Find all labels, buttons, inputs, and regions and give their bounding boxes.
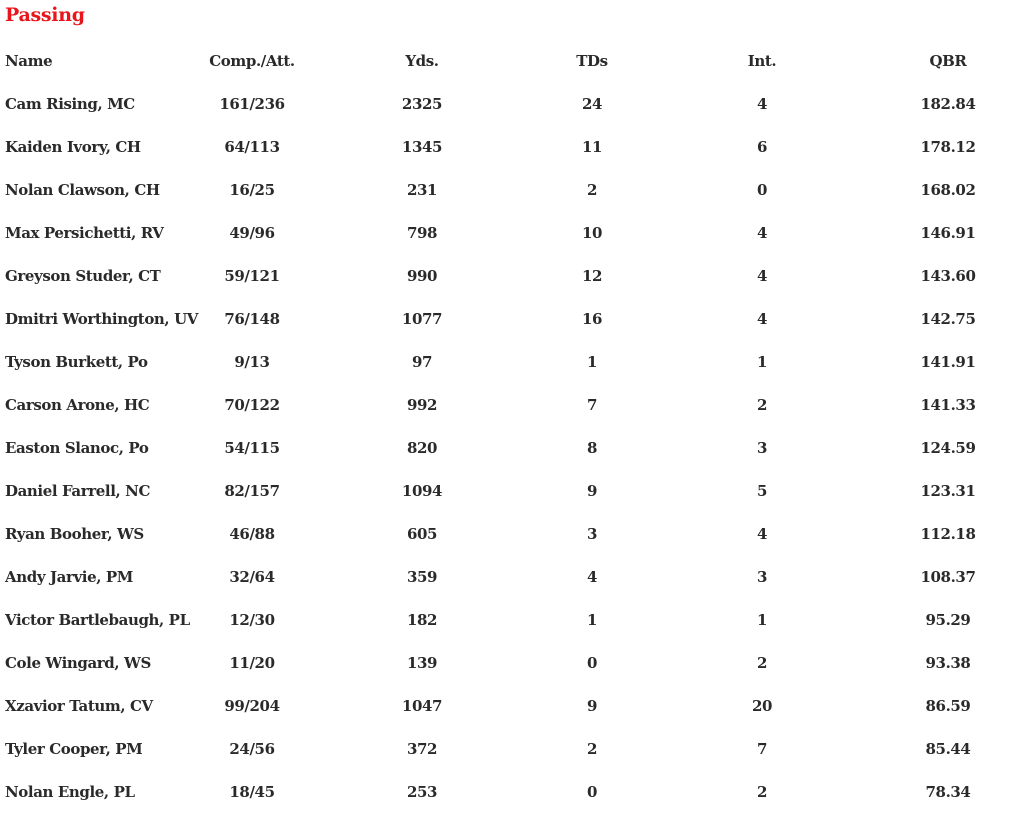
table-row [0, 340, 1016, 383]
cell-int: 2 [756, 653, 768, 672]
cell-tds: 9 [586, 696, 598, 715]
cell-int: 3 [756, 567, 768, 586]
cell-int: 3 [756, 438, 768, 457]
cell-yds: 139 [406, 653, 438, 672]
passing-stats-table [0, 40, 1016, 813]
cell-comp-att: 24/56 [229, 739, 275, 758]
cell-comp-att: 9/13 [234, 352, 270, 371]
cell-name: Max Persichetti, RV [5, 223, 164, 242]
table-row [0, 770, 1016, 813]
table-row [0, 512, 1016, 555]
cell-yds: 605 [406, 524, 438, 543]
cell-yds: 359 [406, 567, 438, 586]
cell-qbr: 146.91 [920, 223, 976, 242]
cell-qbr: 95.29 [925, 610, 971, 629]
cell-tds: 0 [586, 653, 598, 672]
cell-tds: 0 [586, 782, 598, 801]
table-header-row [0, 40, 1016, 82]
cell-yds: 1047 [401, 696, 443, 715]
cell-qbr: 86.59 [925, 696, 971, 715]
cell-int: 4 [756, 266, 768, 285]
cell-name: Tyson Burkett, Po [5, 352, 148, 371]
cell-int: 1 [756, 610, 768, 629]
table-row [0, 684, 1016, 727]
cell-int: 0 [756, 180, 768, 199]
cell-yds: 820 [406, 438, 438, 457]
cell-qbr: 168.02 [920, 180, 976, 199]
cell-int: 4 [756, 223, 768, 242]
table-row [0, 426, 1016, 469]
cell-qbr: 143.60 [920, 266, 976, 285]
table-row [0, 469, 1016, 512]
column-header-int: Int. [747, 52, 777, 70]
cell-int: 6 [756, 137, 768, 156]
cell-name: Tyler Cooper, PM [5, 739, 143, 758]
cell-tds: 8 [586, 438, 598, 457]
cell-tds: 2 [586, 739, 598, 758]
cell-tds: 24 [581, 94, 603, 113]
cell-name: Cam Rising, MC [5, 94, 135, 113]
cell-comp-att: 11/20 [229, 653, 275, 672]
cell-name: Cole Wingard, WS [5, 653, 151, 672]
cell-comp-att: 54/115 [224, 438, 280, 457]
cell-name: Ryan Booher, WS [5, 524, 144, 543]
cell-qbr: 141.33 [920, 395, 976, 414]
cell-int: 20 [751, 696, 773, 715]
table-row [0, 254, 1016, 297]
table-row [0, 383, 1016, 426]
cell-tds: 11 [581, 137, 603, 156]
cell-name: Nolan Clawson, CH [5, 180, 160, 199]
cell-comp-att: 161/236 [219, 94, 285, 113]
table-row [0, 168, 1016, 211]
cell-qbr: 178.12 [920, 137, 976, 156]
table-row [0, 82, 1016, 125]
cell-comp-att: 32/64 [229, 567, 275, 586]
cell-name: Victor Bartlebaugh, PL [5, 610, 190, 629]
cell-qbr: 141.91 [920, 352, 976, 371]
cell-yds: 182 [406, 610, 438, 629]
cell-comp-att: 82/157 [224, 481, 280, 500]
cell-tds: 2 [586, 180, 598, 199]
cell-yds: 231 [406, 180, 438, 199]
column-header-yds: Yds. [405, 52, 439, 70]
cell-int: 7 [756, 739, 768, 758]
table-row [0, 211, 1016, 254]
cell-comp-att: 64/113 [224, 137, 280, 156]
cell-yds: 1094 [401, 481, 443, 500]
cell-tds: 7 [586, 395, 598, 414]
cell-name: Daniel Farrell, NC [5, 481, 150, 500]
column-header-name: Name [5, 52, 53, 70]
section-title: Passing [5, 4, 85, 26]
cell-name: Dmitri Worthington, UV [5, 309, 198, 328]
column-header-tds: TDs [576, 52, 608, 70]
cell-yds: 372 [406, 739, 438, 758]
cell-name: Carson Arone, HC [5, 395, 150, 414]
table-row [0, 125, 1016, 168]
table-row [0, 641, 1016, 684]
cell-yds: 990 [406, 266, 438, 285]
cell-yds: 1345 [401, 137, 443, 156]
cell-int: 4 [756, 524, 768, 543]
cell-yds: 2325 [401, 94, 443, 113]
cell-qbr: 182.84 [920, 94, 976, 113]
cell-yds: 992 [406, 395, 438, 414]
cell-tds: 16 [581, 309, 603, 328]
column-header-qbr: QBR [929, 52, 967, 70]
cell-comp-att: 59/121 [224, 266, 280, 285]
cell-comp-att: 46/88 [229, 524, 275, 543]
cell-comp-att: 99/204 [224, 696, 280, 715]
cell-comp-att: 76/148 [224, 309, 280, 328]
cell-yds: 798 [406, 223, 438, 242]
cell-tds: 10 [581, 223, 603, 242]
cell-qbr: 93.38 [925, 653, 971, 672]
cell-comp-att: 70/122 [224, 395, 280, 414]
cell-int: 4 [756, 309, 768, 328]
cell-name: Greyson Studer, CT [5, 266, 161, 285]
cell-name: Xzavior Tatum, CV [5, 696, 153, 715]
cell-tds: 4 [586, 567, 598, 586]
cell-qbr: 85.44 [925, 739, 971, 758]
cell-int: 1 [756, 352, 768, 371]
cell-qbr: 78.34 [925, 782, 971, 801]
cell-yds: 253 [406, 782, 438, 801]
cell-tds: 9 [586, 481, 598, 500]
cell-name: Easton Slanoc, Po [5, 438, 149, 457]
cell-int: 5 [756, 481, 768, 500]
table-body [0, 82, 1016, 813]
cell-int: 4 [756, 94, 768, 113]
table-row [0, 297, 1016, 340]
cell-name: Nolan Engle, PL [5, 782, 135, 801]
cell-tds: 12 [581, 266, 603, 285]
cell-qbr: 108.37 [920, 567, 976, 586]
cell-comp-att: 12/30 [229, 610, 275, 629]
cell-qbr: 123.31 [920, 481, 976, 500]
cell-tds: 1 [586, 352, 598, 371]
cell-int: 2 [756, 782, 768, 801]
cell-comp-att: 18/45 [229, 782, 275, 801]
table-row [0, 555, 1016, 598]
table-row [0, 727, 1016, 770]
column-header-comp-att: Comp./Att. [209, 52, 295, 70]
cell-int: 2 [756, 395, 768, 414]
cell-comp-att: 16/25 [229, 180, 275, 199]
cell-qbr: 142.75 [920, 309, 976, 328]
cell-tds: 1 [586, 610, 598, 629]
cell-name: Kaiden Ivory, CH [5, 137, 141, 156]
cell-tds: 3 [586, 524, 598, 543]
cell-qbr: 112.18 [920, 524, 976, 543]
cell-yds: 1077 [401, 309, 443, 328]
cell-qbr: 124.59 [920, 438, 976, 457]
cell-comp-att: 49/96 [229, 223, 275, 242]
cell-yds: 97 [411, 352, 433, 371]
table-row [0, 598, 1016, 641]
cell-name: Andy Jarvie, PM [5, 567, 133, 586]
